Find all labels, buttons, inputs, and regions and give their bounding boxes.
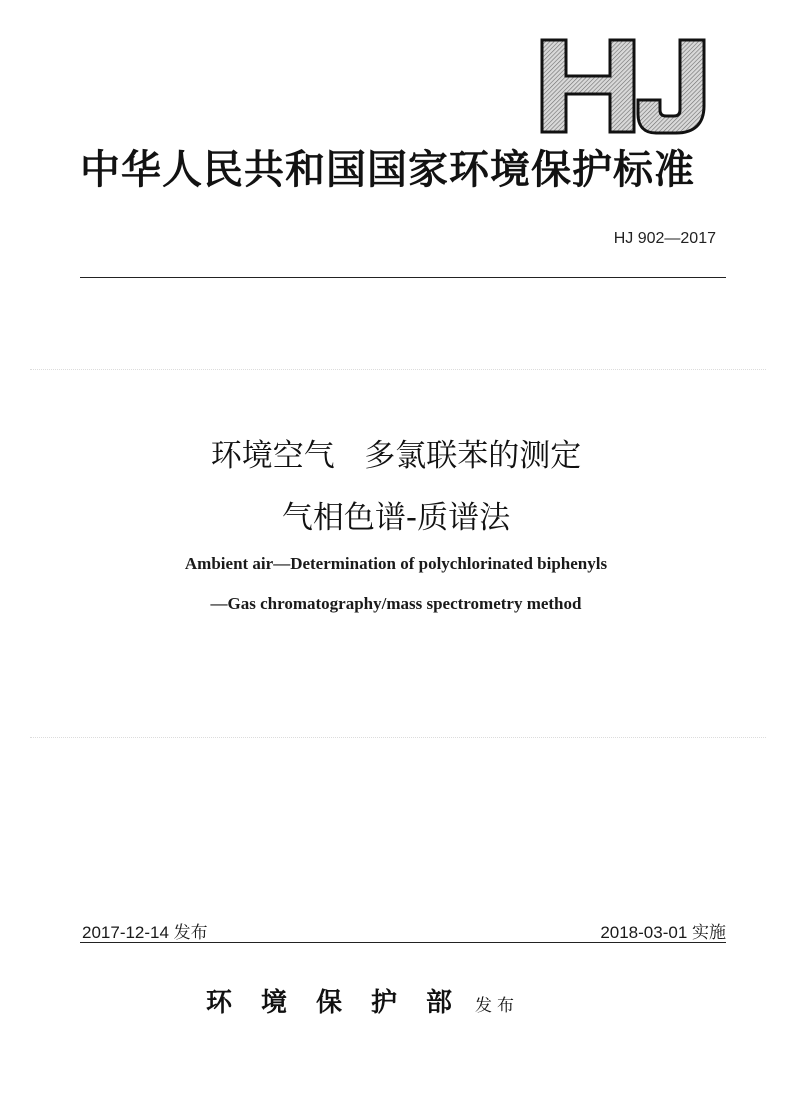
- issuer-line: [206, 982, 519, 1019]
- issuer-name: 环境保护部: [206, 988, 482, 1018]
- bottom-divider: [80, 942, 726, 943]
- standard-code: HJ 902—2017: [613, 230, 716, 247]
- issuer-release-label: 发布: [475, 996, 520, 1016]
- document-title-en-line1: Ambient air—Determination of polychlorinated biphenyls: [184, 554, 608, 573]
- top-divider: [80, 277, 726, 278]
- effective-date: 2018-03-01 实施: [600, 923, 726, 942]
- document-title-en-line2: —Gas chromatography/mass spectrometry method: [210, 594, 582, 613]
- dotted-guide-line: [30, 369, 766, 370]
- document-title-cn-line2: 气相色谱-质谱法: [281, 500, 511, 536]
- dotted-guide-line: [30, 737, 766, 738]
- hj-logo-icon: [538, 36, 718, 136]
- issue-date: 2017-12-14 发布: [82, 923, 208, 942]
- standard-title: 中华人民共和国国家环境保护标准: [80, 146, 695, 193]
- document-title-cn-line1: 环境空气 多氯联苯的测定: [210, 438, 582, 474]
